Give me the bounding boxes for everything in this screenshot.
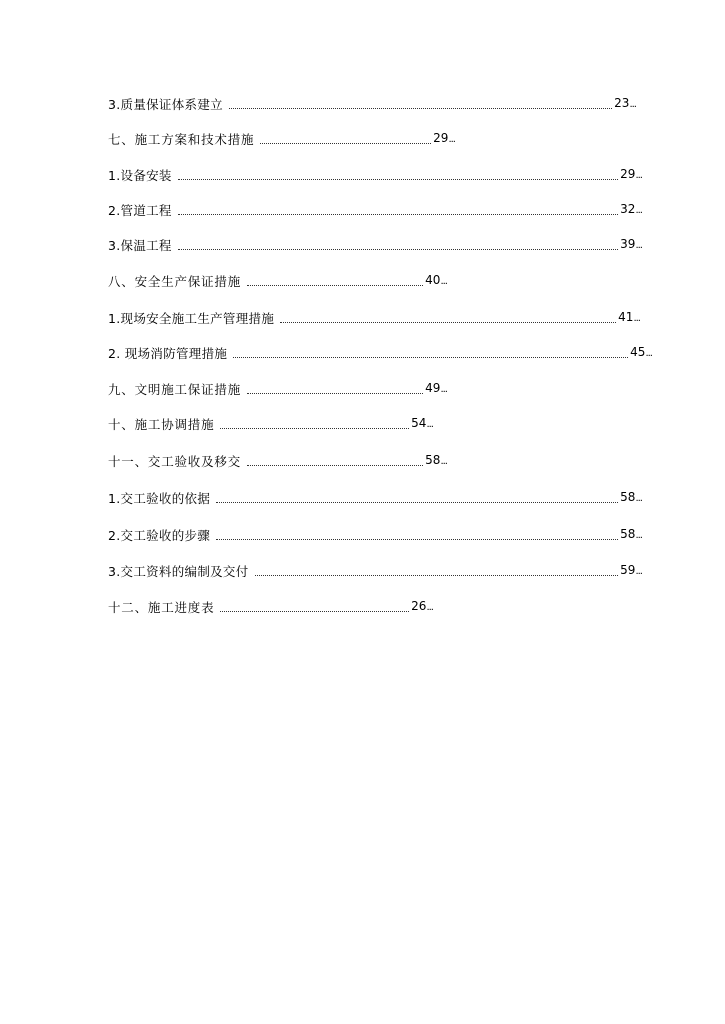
toc-leader-dots (255, 571, 619, 576)
toc-entry-title: 九、文明施工保证措施 (108, 382, 242, 397)
toc-entry (108, 93, 636, 113)
toc-page-number: 41 ... (618, 309, 640, 327)
toc-entry (108, 524, 642, 544)
toc-entry-title: 3.保温工程 (108, 238, 172, 253)
toc-entry-title: 七、施工方案和技术措施 (108, 132, 255, 147)
toc-entry (108, 199, 642, 219)
toc-entry (108, 596, 433, 616)
toc-entry (108, 560, 642, 580)
toc-page-number: 58 ... (620, 526, 642, 544)
toc-entry-title: 十一、交工验收及移交 (108, 454, 242, 469)
toc-leader-dots (233, 353, 628, 358)
toc-leader-dots (247, 461, 423, 466)
toc-page-number: 58 ... (620, 489, 642, 507)
toc-entry-title: 1.设备安装 (108, 168, 172, 183)
toc-entry (108, 413, 433, 433)
toc-entry-title: 2.管道工程 (108, 203, 172, 218)
toc-entry-title: 3.交工资料的编制及交付 (108, 564, 249, 579)
toc-entry-title: 3.质量保证体系建立 (108, 97, 223, 112)
toc-page-number: 59 ... (620, 562, 642, 580)
toc-page-number: 29 ... (433, 130, 455, 148)
toc-entry (108, 270, 447, 290)
toc-leader-dots (280, 318, 616, 323)
toc-page-number: 58 ... (425, 452, 447, 470)
toc-entry-title: 1.交工验收的依据 (108, 491, 211, 506)
toc-entry (108, 342, 652, 362)
toc-entry-title: 2. 现场消防管理措施 (108, 346, 228, 361)
toc-entry-title: 八、安全生产保证措施 (108, 274, 242, 289)
toc-entry-title: 十、施工协调措施 (108, 417, 215, 432)
toc-page-number: 39 ... (620, 236, 642, 254)
toc-page-number: 29 ... (620, 166, 642, 184)
toc-entry-title: 十二、施工进度表 (108, 600, 215, 615)
toc-leader-dots (229, 104, 612, 109)
toc-leader-dots (220, 607, 409, 612)
toc-page-number: 26 ... (411, 598, 433, 616)
toc-leader-dots (216, 535, 618, 540)
toc-page-number: 49 ... (425, 380, 447, 398)
toc-entry (108, 164, 642, 184)
toc-leader-dots (247, 281, 423, 286)
toc-page-number: 32 ... (620, 201, 642, 219)
toc-entry-title: 1.现场安全施工生产管理措施 (108, 311, 275, 326)
toc-page-number: 45 ... (630, 344, 652, 362)
toc-leader-dots (178, 210, 618, 215)
toc-page-number: 40 ... (425, 272, 447, 290)
toc-leader-dots (216, 498, 618, 503)
toc-page-number: 23 ... (614, 95, 636, 113)
toc-entry (108, 307, 640, 327)
toc-entry (108, 378, 447, 398)
toc-entry (108, 128, 455, 148)
toc-leader-dots (247, 389, 423, 394)
toc-entry-title: 2.交工验收的步骤 (108, 528, 211, 543)
toc-leader-dots (260, 139, 431, 144)
toc-leader-dots (178, 245, 618, 250)
toc-entry (108, 450, 447, 470)
toc-page-number: 54 ... (411, 415, 433, 433)
toc-leader-dots (220, 424, 409, 429)
toc-entry (108, 487, 642, 507)
toc-entry (108, 234, 642, 254)
toc-leader-dots (178, 175, 618, 180)
